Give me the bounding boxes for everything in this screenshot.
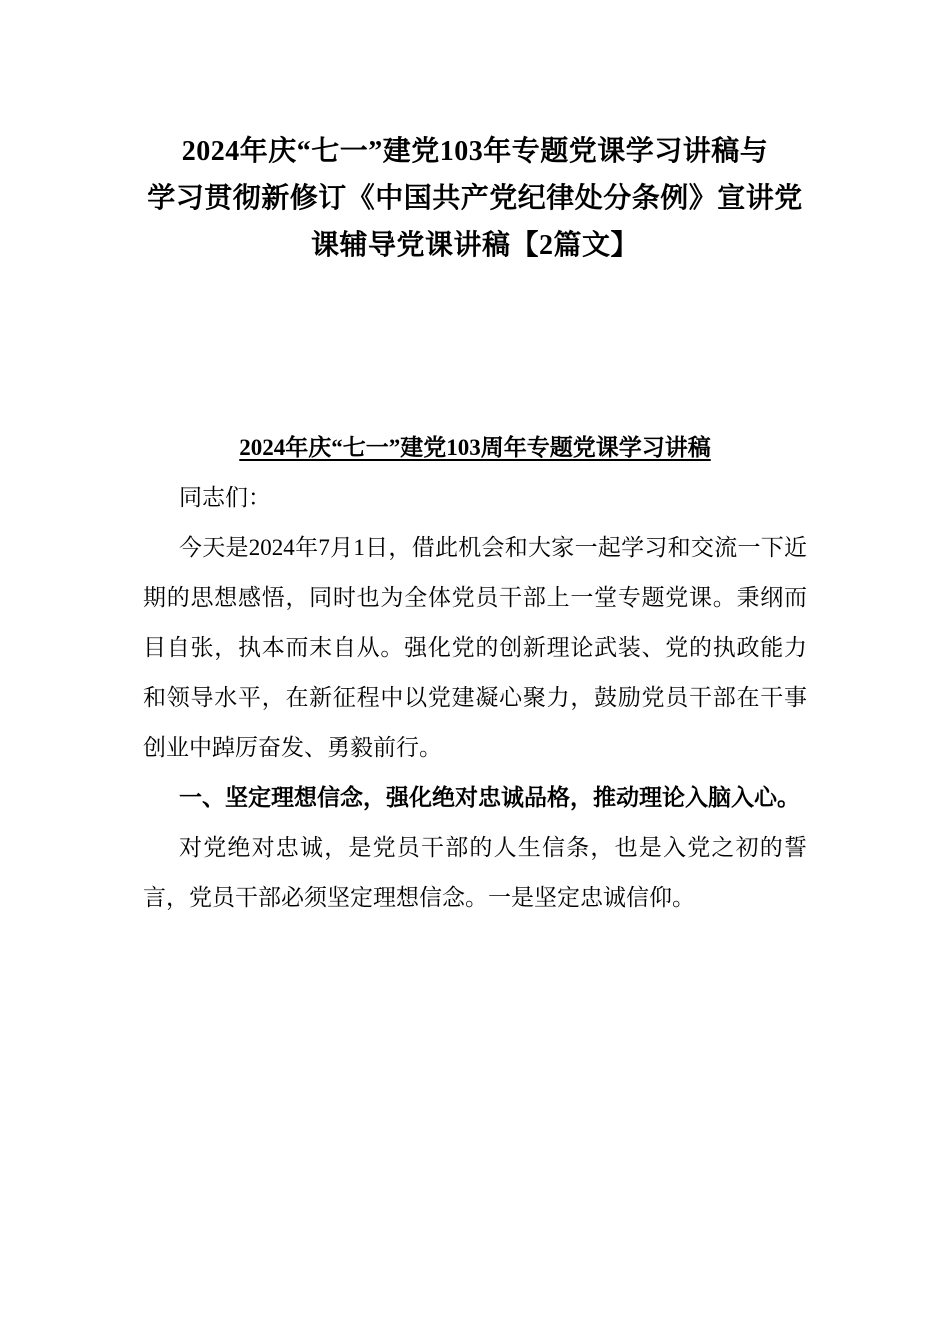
- body-paragraph-1: 对党绝对忠诚，是党员干部的人生信条，也是入党之初的誓言，党员干部必须坚定理想信念。一是坚定忠诚信仰。: [143, 835, 807, 910]
- document-title-line-1: 2024年庆“七一”建党103年专题党课学习讲稿与: [181, 136, 769, 167]
- section-heading-text: 2024年庆“七一”建党103周年专题党课学习讲稿: [239, 435, 711, 460]
- document-title-line-3: 课辅导党课讲稿【2篇文】: [310, 230, 639, 261]
- document-body: [143, 473, 807, 923]
- section-heading: [143, 423, 807, 473]
- numbered-heading-1: 一、坚定理想信念，强化绝对忠诚品格，推动理论入脑入心。: [179, 785, 800, 810]
- salutation: 同志们：: [179, 485, 271, 510]
- document-title-line-2: 学习贯彻新修订《中国共产党纪律处分条例》宣讲党: [147, 183, 803, 214]
- document-title: [143, 128, 807, 269]
- intro-paragraph: 今天是2024年7月1日，借此机会和大家一起学习和交流一下近期的思想感悟，同时也为全体党员干部上一堂专题党课。秉纲而目自张，执本而末自从。强化党的创新理论武装、党的执政能力和领导水平，在新征程中以党建凝心聚力，鼓励党员干部在干事创业中踔厉奋发、勇毅前行。: [143, 535, 807, 760]
